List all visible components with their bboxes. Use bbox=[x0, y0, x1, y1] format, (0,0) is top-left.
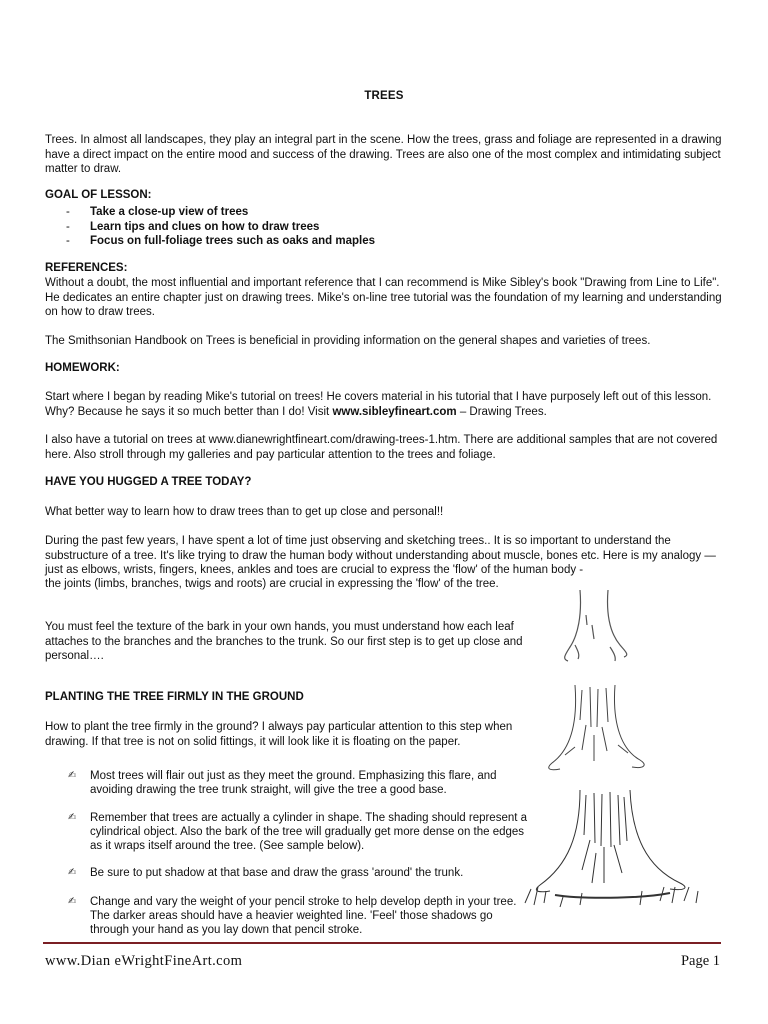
homework-paragraph-2: I also have a tutorial on trees at www.dianewrightfineart.com/drawing-trees-1.htm. There are additional samples that are not covered here. Also stroll through my galleries and pay particular attention to the trees and foliage. bbox=[45, 434, 718, 461]
sibley-link[interactable]: www.sibleyfineart.com bbox=[332, 405, 457, 418]
page-title: TREES bbox=[364, 90, 404, 102]
goal-list bbox=[66, 205, 375, 249]
footer-page-number: Page 1 bbox=[680, 953, 720, 969]
planting-heading: PLANTING THE TREE FIRMLY IN THE GROUND bbox=[45, 691, 304, 703]
goal-heading: GOAL OF LESSON: bbox=[45, 189, 152, 201]
hug-heading: HAVE YOU HUGGED A TREE TODAY? bbox=[45, 476, 252, 488]
planting-intro: How to plant the tree firmly in the ground? I always pay particular attention to this step when drawing. If that tree is not on solid fittings, it will look like it is floating on the paper. bbox=[45, 721, 513, 748]
references-paragraph-1: Without a doubt, the most influential and important reference that I can recommend is Mike Sibley's book "Drawing from Line to Life". He dedicates an entire chapter just on drawing trees. Mike's on-line tree tutorial was the foundation of my learning and understanding on how to draw trees. bbox=[45, 277, 722, 318]
footer-rule bbox=[43, 942, 721, 944]
trunk-sketch-3 bbox=[525, 790, 698, 907]
hug-paragraph-2a: During the past few years, I have spent a lot of time just observing and sketching trees.. It is so important to understand the substructure of a tree. It's like trying to draw the human body without understanding about muscle, bones etc. Here is my analogy — just as elbows, wrists, fingers, knees, ankles and toes are crucial to express the 'flow' of the human body - bbox=[45, 535, 716, 576]
writing-hand-icon: ✍ bbox=[68, 770, 77, 781]
homework-paragraph-1: Start where I began by reading Mike's tutorial on trees! He covers material in his tutorial that I have purposely left out of this lesson. Why? Because he says it so much better than I do! Visit www.sibleyfineart.com – Drawing Trees. bbox=[45, 391, 712, 418]
references-heading: REFERENCES: bbox=[45, 262, 128, 274]
hug-paragraph-2b: the joints (limbs, branches, twigs and roots) are crucial in expressing the 'flow' of the tree. bbox=[45, 578, 499, 590]
writing-hand-icon: ✍ bbox=[68, 867, 77, 878]
references-paragraph-2: The Smithsonian Handbook on Trees is beneficial in providing information on the general shapes and varieties of trees. bbox=[45, 335, 651, 347]
trunk-sketch-2 bbox=[549, 685, 644, 770]
writing-hand-icon: ✍ bbox=[68, 812, 77, 823]
list-item: ✍ Be sure to put shadow at that base and draw the grass 'around' the trunk. bbox=[68, 867, 464, 879]
homework-heading: HOMEWORK: bbox=[45, 362, 120, 374]
list-item: ✍ Remember that trees are actually a cylinder in shape. The shading should represent a cylindrical object. Also the bark of the tree will gradually get more dense on the edges as it wraps itself around the tree. (See sample below). bbox=[68, 812, 528, 852]
hug-paragraph-3: You must feel the texture of the bark in your own hands, you must understand how each leaf attaches to the branches and the branches to the trunk. So our first step is to get up close and personal…. bbox=[45, 621, 523, 662]
list-item: ✍ Change and vary the weight of your pencil stroke to help develop depth in your tree. The darker areas should have a heavier weighted line. 'Feel' those shadows go through your hand as you lay down that pencil stroke. bbox=[68, 896, 517, 936]
tree-trunk-sketches bbox=[520, 585, 715, 915]
goal-item: - Take a close-up view of trees bbox=[66, 206, 249, 218]
footer-website: www.Dian eWrightFineArt.com bbox=[45, 953, 243, 969]
intro-paragraph: Trees. In almost all landscapes, they play an integral part in the scene. How the trees, grass and foliage are represented in a drawing have a direct impact on the entire mood and success of the drawing. Trees are also one of the most complex and intimidating subject matter to draw. bbox=[45, 134, 722, 175]
writing-hand-icon: ✍ bbox=[68, 896, 77, 907]
trunk-sketch-1 bbox=[565, 590, 627, 661]
goal-item: - Learn tips and clues on how to draw trees bbox=[66, 220, 320, 233]
goal-item: - Focus on full-foliage trees such as oaks and maples bbox=[66, 235, 376, 247]
list-item: ✍ Most trees will flair out just as they meet the ground. Emphasizing this flare, and avoiding drawing the tree trunk straight, will give the tree a good base. bbox=[68, 770, 497, 796]
hug-paragraph-1: What better way to learn how to draw trees than to get up close and personal!! bbox=[45, 506, 444, 518]
